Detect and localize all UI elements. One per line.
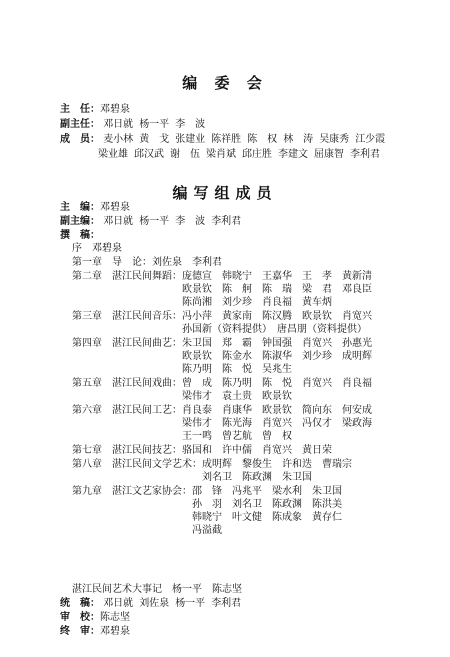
chapter-label: 第九章 湛江文艺家协会： bbox=[72, 486, 192, 497]
chapter-authors-line: 孙 羽 刘名卫 陈政渊 陈洪美 bbox=[192, 499, 342, 510]
proof-name: 陈志坚 bbox=[100, 612, 130, 623]
member-name: 李建文 bbox=[278, 149, 308, 160]
member-name: 屈康智 bbox=[314, 149, 344, 160]
chapter-label: 第五章 湛江民间戏曲： bbox=[72, 378, 182, 389]
chapter-authors-line: 梁伟才 陈光海 肖宽兴 冯仅才 梁政海 bbox=[182, 418, 372, 429]
chapter-row bbox=[72, 338, 182, 350]
chronicle-row: 湛江民间艺术大事记 杨一平 陈志坚 bbox=[72, 584, 242, 595]
member-name: 梁肖斌 bbox=[206, 149, 236, 160]
deputy-editor-names bbox=[103, 216, 247, 227]
chapter-authors-line: 冯溢截 bbox=[192, 525, 222, 536]
compiler-name: 杨一平 bbox=[175, 598, 206, 609]
chapter-authors-line: 刘佐泉 李利君 bbox=[152, 257, 222, 268]
member-name: 麦小林 bbox=[103, 134, 134, 145]
preface-row: 序 邓碧泉 bbox=[72, 243, 122, 254]
chapter-authors-line: 梁伟才 袁土贵 欧景钦 bbox=[182, 391, 292, 402]
member-name: 吴康秀 bbox=[319, 134, 350, 145]
deputy-editor-label: 副主编： bbox=[60, 216, 100, 227]
chapter-row bbox=[72, 271, 182, 283]
chapter-authors-line: 成明辉 黎俊生 许和迭 曹瑞宗 bbox=[202, 459, 352, 470]
chapter-authors-line: 陈尚湘 刘少珍 肖良福 黄车炳 bbox=[182, 297, 332, 308]
compiler-name: 刘佐泉 bbox=[139, 598, 170, 609]
director-row bbox=[60, 104, 130, 116]
deputy-label: 副主任： bbox=[60, 119, 100, 130]
chapter-label: 第三章 湛江民间音乐： bbox=[72, 311, 182, 322]
chapter-authors-line: 韩晓宁 叶文健 陈成象 黄存仁 bbox=[192, 512, 342, 523]
proof-row bbox=[60, 612, 130, 624]
final-name: 邓碧泉 bbox=[100, 626, 130, 637]
members-label: 成 员： bbox=[60, 134, 100, 145]
chapter-label: 第四章 湛江民间曲艺： bbox=[72, 338, 182, 349]
chapter-authors-line: 欧景钦 陈 舸 陈 瑞 梁 君 邓良臣 bbox=[182, 284, 372, 295]
chapter-label: 第一章 导 论： bbox=[72, 257, 152, 268]
member-name: 黄 戈 bbox=[139, 134, 170, 145]
chapter-row bbox=[72, 257, 152, 269]
member-name: 邱庄胜 bbox=[242, 149, 272, 160]
member-name: 陈祥胜 bbox=[211, 134, 242, 145]
chapter-row bbox=[72, 378, 182, 390]
chapter-authors-line: 刘名卫 陈政渊 朱卫国 bbox=[202, 472, 312, 483]
chapter-authors-line: 欧景钦 陈金水 陈淑华 刘少珍 成明辉 bbox=[182, 351, 372, 362]
editor-row bbox=[60, 202, 130, 214]
member-names-1 bbox=[103, 134, 391, 145]
final-label: 终 审： bbox=[60, 626, 100, 637]
chapter-authors-line: 孙国新（资料提供） 唐昌朋（资料提供） bbox=[182, 324, 367, 335]
editor-label: 主 编： bbox=[60, 202, 100, 213]
deputy-names bbox=[103, 119, 211, 130]
compile-label: 统 稿： bbox=[60, 598, 100, 609]
chapter-row bbox=[72, 405, 182, 417]
member-name: 梁业雄 bbox=[98, 149, 128, 160]
chapter-authors-line: 肖良泰 肖康华 欧景钦 简向东 何安成 bbox=[182, 405, 372, 416]
chapter-authors-line: 冯小萍 黄家南 陈汉腾 欧景钦 肖宽兴 bbox=[182, 311, 372, 322]
member-name: 谢 伍 bbox=[170, 149, 200, 160]
deputy-name: 李 波 bbox=[175, 119, 206, 130]
authors-label: 撰 稿： bbox=[60, 230, 100, 241]
members-row-1 bbox=[60, 134, 391, 146]
chapter-authors-line: 骆国和 许中儒 肖宽兴 黄日荣 bbox=[182, 445, 332, 456]
chapter-row bbox=[72, 459, 202, 471]
director-label: 主 任： bbox=[60, 104, 100, 115]
deputy-editor-name: 李 波 bbox=[175, 216, 206, 227]
editor-name: 邓碧泉 bbox=[100, 202, 130, 213]
member-name: 李利君 bbox=[350, 149, 380, 160]
deputy-row bbox=[60, 119, 211, 131]
members-row-2 bbox=[98, 149, 386, 161]
chapter-row bbox=[72, 311, 182, 323]
chapter-row bbox=[72, 486, 192, 498]
chapter-row bbox=[72, 445, 182, 457]
chapter-authors-line: 朱卫国 郑 霸 钟国强 肖宽兴 孙惠光 bbox=[182, 338, 372, 349]
final-row bbox=[60, 626, 130, 638]
deputy-name: 邓日就 bbox=[103, 119, 134, 130]
chapter-authors-line: 邵 锋 冯兆平 梁水利 朱卫国 bbox=[192, 486, 342, 497]
deputy-name: 杨一平 bbox=[139, 119, 170, 130]
chapter-label: 第二章 湛江民间舞蹈： bbox=[72, 271, 182, 282]
compiler-name: 李利君 bbox=[211, 598, 242, 609]
committee-title: 编 委 会 bbox=[182, 74, 268, 92]
chapter-authors-line: 王一鸣 曾艺航 曾 权 bbox=[182, 431, 292, 442]
deputy-editor-row bbox=[60, 216, 247, 228]
proof-label: 审 校： bbox=[60, 612, 100, 623]
deputy-editor-name: 邓日就 bbox=[103, 216, 134, 227]
authors-row bbox=[60, 230, 100, 242]
chapter-label: 第八章 湛江民间文学艺术： bbox=[72, 459, 202, 470]
compiler-names bbox=[103, 598, 247, 609]
member-name: 张建业 bbox=[175, 134, 206, 145]
member-name: 邱汉武 bbox=[134, 149, 164, 160]
chapter-authors-line: 陈乃明 陈 悦 吴兆生 bbox=[182, 364, 292, 375]
deputy-editor-name: 李利君 bbox=[211, 216, 242, 227]
member-name: 林 涛 bbox=[283, 134, 314, 145]
writing-group-title: 编写组成员 bbox=[172, 184, 278, 202]
compile-row bbox=[60, 598, 247, 610]
director-name: 邓碧泉 bbox=[100, 104, 130, 115]
deputy-editor-name: 杨一平 bbox=[139, 216, 170, 227]
chapter-label: 第七章 湛江民间技艺： bbox=[72, 445, 182, 456]
compiler-name: 邓日就 bbox=[103, 598, 134, 609]
chapter-authors-line: 曾 成 陈乃明 陈 悦 肖宽兴 肖良福 bbox=[182, 378, 372, 389]
chapter-label: 第六章 湛江民间工艺： bbox=[72, 405, 182, 416]
member-names-2 bbox=[98, 149, 386, 160]
member-name: 江少霞 bbox=[355, 134, 386, 145]
member-name: 陈 权 bbox=[247, 134, 278, 145]
chapter-authors-line: 庞德宣 韩晓宁 王嘉华 王 孝 黄新清 bbox=[182, 271, 372, 282]
